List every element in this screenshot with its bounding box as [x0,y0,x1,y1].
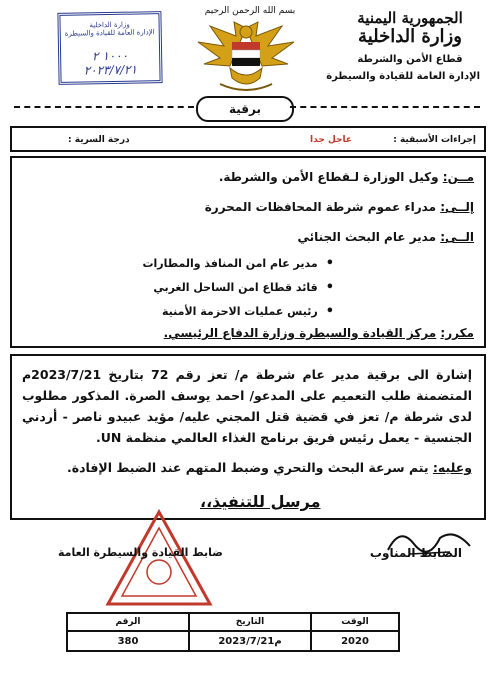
duty-officer-label: الضابط المناوب [369,546,462,560]
priority-bar [10,126,486,152]
to2-value: مدير عام البحث الجنائي [297,230,437,244]
cc-key: مكرر: [440,326,474,340]
reference-table [66,612,400,652]
header-date: التاريخ [189,613,311,631]
stamp-subtitle: الإدارة العامة للقيادة والسيطرة [64,28,155,38]
conclusion-key: وعليه: [432,460,472,475]
basmala-text: بسم الله الرحمن الرحيم [204,6,296,16]
value-number: 380 [67,631,189,651]
priority-label: إجراءات الأسبقية : [393,135,476,145]
to-line [205,200,474,214]
country-name: الجمهورية اليمنية [357,9,463,27]
from-value: وكيل الوزارة لـقطاع الأمن والشرطة. [218,170,439,184]
message-paragraph: إشارة الى برقية مدير عام شرطة م/ تعز رقم 72 بتاريخ 2023/7/21م المتضمنة طلب التعميم على المدعو/ احمد يوسف الصرة. المذكور مطلوب لدى شرطة م/ تعز في قضية قتل المجني عليه/ مؤيد عبيدو ناصر - أردني الجنسية - يعمل رئيس فريق برنامج الغذاء العالمي منظمة UN. [22,367,473,445]
cc-line [164,326,474,340]
incoming-stamp [57,11,162,85]
conclusion-line [67,460,472,475]
stamp-handwritten-date: ٢٠٢٣/٧/٢١ [83,62,138,78]
stamp-handwritten-number: ١٠٠٠ ٢ [91,48,129,64]
command-officer-label: ضابط القيادة والسيطرة العامة [58,546,223,559]
conclusion-value: يتم سرعة البحث والتحري وضبط المتهم عند الضبط الإفادة. [67,460,429,475]
ministry-name: وزارة الداخلية [358,26,462,47]
organization-header [326,9,480,82]
divider-right [290,106,480,108]
value-time: 2020 [311,631,399,651]
cc-value: مركز القيادة والسيطرة وزارة الدفاع الرئيسي. [163,326,437,340]
stamp-title: وزارة الداخلية [89,20,130,30]
recipient-item: • مدير عام امن المنافذ والمطارات [142,256,334,271]
header-number: الرقم [67,613,189,631]
department-name: الإدارة العامة للقيادة والسيطرة [326,71,480,82]
recipient-item: • قائد قطاع امن الساحل الغربي [153,280,334,295]
from-line [219,170,474,184]
to-value: مدراء عموم شرطة المحافظات المحررة [204,200,437,214]
recipient-item: • رئيس عمليات الاحزمة الأمنية [162,304,334,319]
divider-left [14,106,194,108]
value-date: 2023/7/21م [189,631,311,651]
priority-value: عاجل جدا [310,135,352,145]
document-type-badge: برقية [196,96,294,122]
sector-name: قطاع الأمن والشرطة [357,54,463,65]
national-emblem-icon [190,20,302,98]
send-for-execution: مرسل للتنفيذ،، [200,492,321,511]
header-time: الوقت [311,613,399,631]
addressing-box [10,156,486,348]
from-key: مــن: [442,170,474,184]
to2-line [297,230,474,244]
to-key: إلــى: [440,200,474,214]
to2-key: الــى: [440,230,474,244]
secrecy-label: درجة السرية : [68,135,130,145]
